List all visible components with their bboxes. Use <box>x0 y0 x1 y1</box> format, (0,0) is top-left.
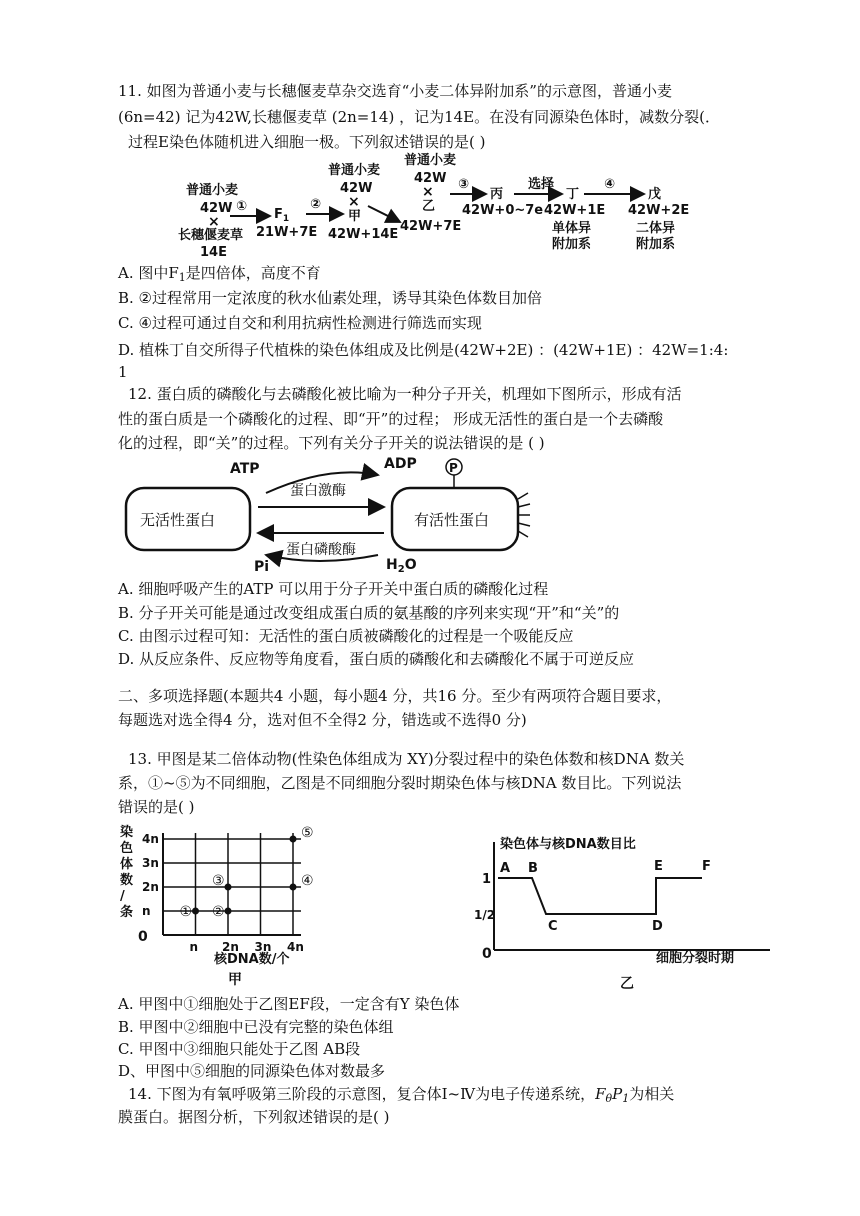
active-protein-spikes <box>518 493 530 537</box>
jia-ylabel-char: 数 <box>120 873 134 888</box>
step-1: ① <box>236 199 248 214</box>
wheat-42w-3: 42W <box>414 171 447 186</box>
jia-xtick: n <box>189 940 199 954</box>
yi-point-label: B <box>528 861 538 876</box>
jia-point <box>192 908 199 915</box>
section2-heading-line2: 每题选对选全得4 分，选对但不全得2 分，错选或不选得0 分) <box>118 711 527 729</box>
adp-label: ADP <box>384 456 417 472</box>
pi-label: Pi <box>254 559 270 575</box>
step-2: ② <box>310 197 322 212</box>
jia-ylabel-char: 染 <box>120 825 134 840</box>
yi-ytick: 1 <box>482 872 492 887</box>
ding-desc-1: 单体异 <box>552 221 592 236</box>
wheat-label-2: 普通小麦 <box>328 163 381 178</box>
jia-ylabel-char: / <box>120 889 125 904</box>
jia-point-label: ③ <box>212 873 225 889</box>
yi-origin: 0 <box>482 946 492 962</box>
select-label: 选择 <box>528 177 555 192</box>
jia-point-label: ② <box>212 904 225 920</box>
jia-ytick: 2n <box>142 880 159 894</box>
jia-ytick: 3n <box>142 856 159 870</box>
q13-option-d: D、甲图中⑤细胞的同源染色体对数最多 <box>118 1062 386 1080</box>
jia-xtick: 4n <box>287 940 304 954</box>
grass-label: 长穗偃麦草 <box>178 228 244 243</box>
jia-point-label: ⑤ <box>301 825 314 841</box>
q11-stem-line2: (6n=42) 记为42W,长穗偃麦草 (2n=14) ，记为14E。在没有同源染色体时，减数分裂(． <box>118 108 720 126</box>
atp-label: ATP <box>230 461 260 477</box>
cross-symbol-2: × <box>348 194 360 210</box>
ding-value: 42W+1E <box>544 203 606 218</box>
q11-option-d-line1: D. 植株丁自交所得子代植株的染色体组成及比例是(42W+2E) ：(42W+1E) ：42W=1:4: <box>118 341 729 359</box>
jia-xlabel: 核DNA数/个 <box>214 952 290 967</box>
q11-option-b: B. ②过程常用一定浓度的秋水仙素处理，诱导其染色体数目加倍 <box>118 289 543 307</box>
q13-stem-line2: 系，①~⑤为不同细胞，乙图是不同细胞分裂时期染色体与核DNA 数目比。下列说法 <box>118 774 682 792</box>
jia-ytick: n <box>142 904 151 918</box>
q12-option-d: D. 从反应条件、反应物等角度看，蛋白质的磷酸化和去磷酸化不属于可逆反应 <box>118 650 635 668</box>
q12-option-a: A. 细胞呼吸产生的ATP 可以用于分子开关中蛋白质的磷酸化过程 <box>118 580 549 598</box>
q13-chart-yi <box>470 820 790 995</box>
phosphate-p: P <box>449 461 458 475</box>
yi-xlabel: 细胞分裂时期 <box>656 951 735 966</box>
yi-name: 乙 <box>620 976 634 992</box>
jia-xtick: 2n <box>222 940 239 954</box>
q13-stem-line3: 错误的是( ) <box>118 798 195 816</box>
jia-point <box>290 836 297 843</box>
yi-point-label: E <box>654 859 663 874</box>
yi-point-label: A <box>500 861 511 876</box>
wheat-label-3: 普通小麦 <box>404 153 457 168</box>
yi-point-label: C <box>548 919 558 934</box>
q11-stem-line1: 11. 如图为普通小麦与长穗偃麦草杂交选育“小麦二体异附加系”的示意图，普通小麦 <box>118 82 672 100</box>
yi-title: 染色体与核DNA数目比 <box>500 837 636 852</box>
inactive-protein-label: 无活性蛋白 <box>140 511 216 529</box>
jia-ylabel <box>120 824 133 920</box>
q12-stem-line1: 12. 蛋白质的磷酸化与去磷酸化被比喻为一种分子开关，机理如下图所示，形成有活 <box>128 385 682 403</box>
jia-origin: 0 <box>138 929 148 945</box>
jia-point-label: ① <box>179 904 193 920</box>
yi-ratio-line <box>498 878 702 914</box>
wu-value: 42W+2E <box>628 203 690 218</box>
step-4: ④ <box>604 177 616 192</box>
f-theta-symbol: $F_\theta P_1$ <box>595 1085 630 1105</box>
phosphatase-label: 蛋白磷酸酶 <box>286 542 356 558</box>
q14-stem-line1: 14. 下图为有氧呼吸第三阶段的示意图，复合体Ⅰ~Ⅳ为电子传递系统，$F_\theta P_1$为相关 <box>128 1085 675 1105</box>
jia-value: 42W+14E <box>328 227 399 242</box>
yi-value: 42W+7E <box>400 219 462 234</box>
q11-option-d-line2: 1 <box>118 363 128 381</box>
q13-option-a: A. 甲图中①细胞处于乙图EF段，一定含有Y 染色体 <box>118 995 460 1013</box>
wu-label: 戊 <box>648 187 662 202</box>
q13-option-b: B. 甲图中②细胞中已没有完整的染色体组 <box>118 1018 394 1036</box>
jia-label: 甲 <box>348 209 362 224</box>
jia-point-label: ④ <box>301 873 314 889</box>
arrow-to-yi-value <box>368 206 400 222</box>
yi-axes <box>474 842 770 950</box>
jia-point <box>225 908 232 915</box>
q12-phosphorylation-diagram <box>118 455 538 580</box>
jia-name: 甲 <box>228 972 242 988</box>
q12-option-c: C. 由图示过程可知：无活性的蛋白质被磷酸化的过程是一个吸能反应 <box>118 627 574 645</box>
f1-label: $F_1$ <box>274 207 290 224</box>
yi-line <box>498 878 702 914</box>
wheat-42w: 42W <box>200 201 233 216</box>
ding-desc-2: 附加系 <box>552 237 592 252</box>
h2o-label: $H_2O$ <box>386 557 417 575</box>
section2-heading-line1: 二、多项选择题(本题共4 小题，每小题4 分，共16 分。至少有两项符合题目要求， <box>118 687 672 705</box>
wheat-label: 普通小麦 <box>186 183 239 198</box>
q13-stem-line1: 13. 甲图是某二倍体动物(性染色体组成为 XY)分裂过程中的染色体数和核DNA 数关 <box>128 750 685 768</box>
ding-label: 丁 <box>566 187 580 202</box>
bing-label: 丙 <box>490 187 504 202</box>
bing-value: 42W+0~7e <box>462 203 544 218</box>
q14-stem-line2: 膜蛋白。据图分析，下列叙述错误的是( ) <box>118 1108 390 1126</box>
cross-symbol-3: × <box>422 184 434 200</box>
step-3: ③ <box>458 177 470 192</box>
jia-xtick: 3n <box>254 940 272 954</box>
grass-14e: 14E <box>200 245 227 260</box>
wheat-42w-2: 42W <box>340 181 373 196</box>
active-protein-label: 有活性蛋白 <box>414 511 490 529</box>
kinase-label: 蛋白激酶 <box>290 483 346 499</box>
q12-stem-line3: 化的过程，即“关”的过程。下列有关分子开关的说法错误的是 ( ) <box>118 434 545 452</box>
yi-point-label: D <box>652 919 663 934</box>
q12-stem-line2: 性的蛋白质是一个磷酸化的过程、即“开”的过程； 形成无活性的蛋白是一个去磷酸 <box>118 410 664 428</box>
f1-value: 21W+7E <box>256 225 318 240</box>
jia-ylabel-char: 色 <box>120 841 134 856</box>
yi-ytick: 1/2 <box>474 908 496 922</box>
yi-labels <box>500 859 711 934</box>
jia-ylabel-char: 条 <box>120 905 134 920</box>
jia-ylabel-char: 体 <box>120 857 134 872</box>
jia-point <box>290 884 297 891</box>
yi-label: 乙 <box>422 199 436 214</box>
wu-desc-2: 附加系 <box>636 237 676 252</box>
jia-ytick: 4n <box>142 832 159 846</box>
q11-option-c: C. ④过程可通过自交和利用抗病性检测进行筛选而实现 <box>118 314 482 332</box>
jia-point <box>225 884 232 891</box>
q11-stem-line3: 过程E染色体随机进入细胞一极。下列叙述错误的是( ) <box>128 133 486 151</box>
q12-option-b: B. 分子开关可能是通过改变组成蛋白质的氨基酸的序列来实现“开”和“关”的 <box>118 604 620 622</box>
q13-option-c: C. 甲图中③细胞只能处于乙图 AB段 <box>118 1040 361 1058</box>
yi-point-label: F <box>702 859 711 874</box>
cross-symbol-1: × <box>208 214 220 230</box>
q11-option-a: A. 图中$F_1$是四倍体，高度不育 <box>118 264 321 284</box>
q11-breeding-diagram <box>168 153 728 266</box>
q13-chart-jia <box>118 820 378 995</box>
wu-desc-1: 二体异 <box>636 221 676 236</box>
